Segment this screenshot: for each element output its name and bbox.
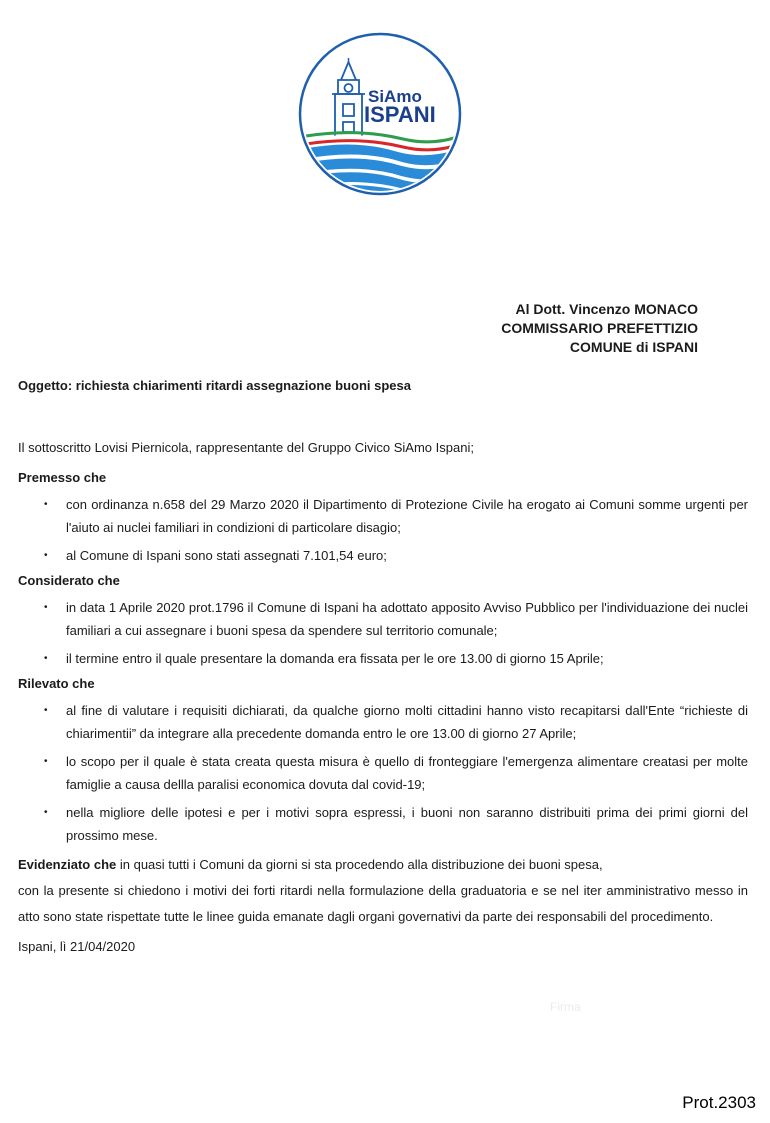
considerato-list [18,596,748,670]
date-line: Ispani, lì 21/04/2020 [18,939,136,954]
bullet-icon: • [44,499,48,510]
list-item: • nella migliore delle ipotesi e per i motivi sopra espressi, i buoni non saranno distribuiti prima dei primi giorni del prossimo mese. [18,801,748,847]
logo-text-siamo: SiAmo [368,87,422,106]
signature-placeholder: Firma [550,1000,581,1014]
protocol-number: Prot.2303 [682,1093,756,1112]
bullet-icon: • [44,602,48,613]
bullet-icon: • [44,807,48,818]
logo [298,32,462,196]
list-item: • al Comune di Ispani sono stati assegnati 7.101,54 euro; [18,544,748,567]
list-item: • con ordinanza n.658 del 29 Marzo 2020 il Dipartimento di Protezione Civile ha erogato ai Comuni somme urgenti per l'aiuto ai nuclei familiari in condizioni di particolare disagio; [18,493,748,539]
recipient-name: Al Dott. Vincenzo MONACO [515,301,698,317]
closing-paragraph [18,852,748,930]
bullet-icon: • [44,705,48,716]
list-item: • il termine entro il quale presentare la domanda era fissata per le ore 13.00 di giorno 15 Aprile; [18,647,748,670]
recipient-block [501,300,698,357]
list-item: • in data 1 Aprile 2020 prot.1796 il Comune di Ispani ha adottato apposito Avviso Pubblico per l'individuazione dei nuclei familiari a cui assegnare i buoni spesa da spendere sul territorio comunale; [18,596,748,642]
section-heading-premesso: Premesso che [18,470,107,485]
premesso-list [18,493,748,567]
intro-paragraph: Il sottoscritto Lovisi Piernicola, rappresentante del Gruppo Civico SiAmo Ispani; [18,440,474,455]
rilevato-list [18,699,748,847]
section-heading-considerato: Considerato che [18,573,120,588]
list-item: • al fine di valutare i requisiti dichiarati, da qualche giorno molti cittadini hanno visto recapitarsi dall'Ente “richieste di chiarimentii” da integrare alla precedente domanda entro le ore 13.00 di giorno 27 Aprile; [18,699,748,745]
closing-text-1: in quasi tutti i Comuni da giorni si sta procedendo alla distribuzione dei buoni spesa, [116,857,603,872]
closing-text-2: con la presente si chiedono i motivi dei forti ritardi nella formulazione della graduatoria e se nel iter amministrativo messo in atto sono state rispettate tutte le linee guida emanate dagli organi governativi da parte dei responsabili del procedimento. [18,883,748,924]
section-heading-rilevato: Rilevato che [18,676,95,691]
closing-lead: Evidenziato che [18,857,117,872]
letter-body [18,439,748,956]
logo-emblem [298,32,462,196]
list-item: • lo scopo per il quale è stata creata questa misura è quello di fronteggiare l'emergenza alimentare creatasi per molte famiglie a causa dellla paralisi economica dovuta dal covid-19; [18,750,748,796]
bullet-icon: • [44,653,48,664]
bullet-icon: • [44,756,48,767]
subject-line: Oggetto: richiesta chiarimenti ritardi assegnazione buoni spesa [18,378,411,393]
bullet-icon: • [44,550,48,561]
logo-text-ispani: ISPANI [364,102,436,127]
recipient-role: COMMISSARIO PREFETTIZIO [501,320,698,336]
recipient-office: COMUNE di ISPANI [569,339,698,355]
